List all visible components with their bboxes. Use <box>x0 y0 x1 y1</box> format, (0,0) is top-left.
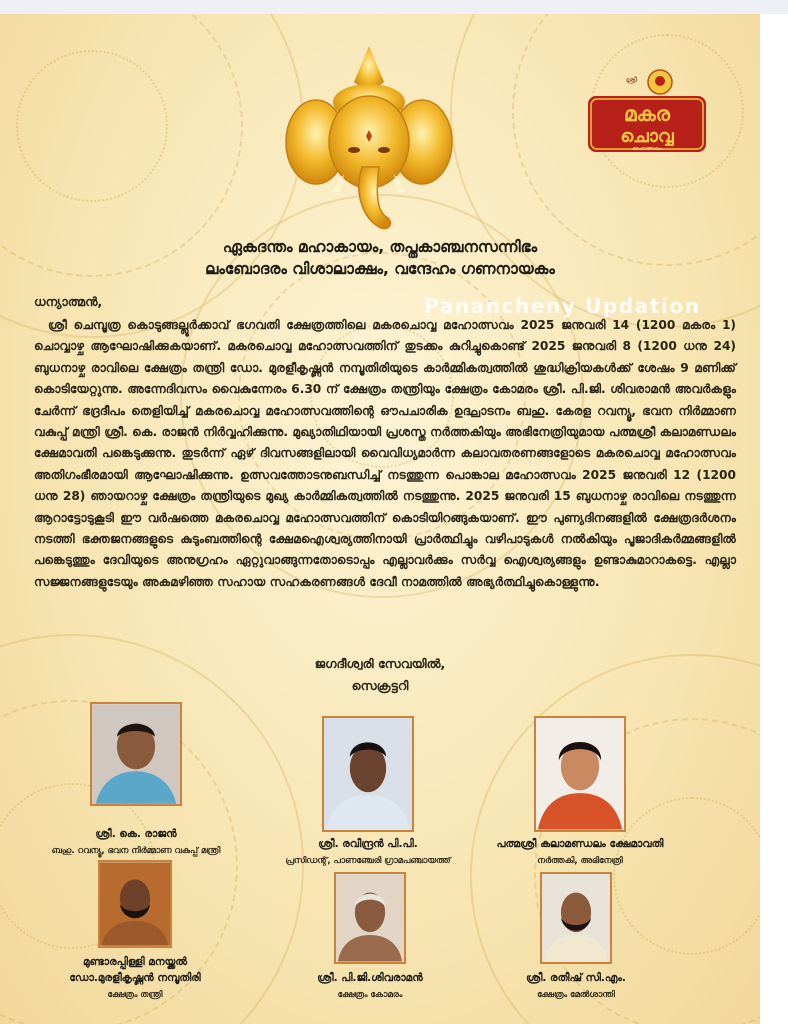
dignitary-name: ശ്രീ. കെ. രാജൻ <box>95 828 177 840</box>
signoff-secretary: സെക്രട്ടറി <box>351 678 409 693</box>
ganesha-illustration <box>284 42 454 242</box>
dignitary-role: ക്ഷേത്രം കോമരം <box>337 990 403 1000</box>
photo-ratheesh <box>540 872 612 964</box>
dignitary-role: ക്ഷേത്രം മേൽശാന്തി <box>537 990 615 1000</box>
logo-line1: മകര <box>624 102 670 126</box>
portrait-icon <box>536 718 624 830</box>
shloka-line-2: ലംബോദരം വിശാലാക്ഷം, വന്ദേഹം ഗണനായകം <box>205 260 555 278</box>
right-margin <box>760 14 788 1024</box>
dignitary-role: ബഹു. റവന്യൂ, ഭവന നിർമ്മാണ വകുപ്പ് മന്ത്രി <box>51 846 221 856</box>
dignitary-role: പ്രസിഡന്റ്, പാണഞ്ചേരി ഗ്രാമപഞ്ചായത്ത് <box>285 856 451 866</box>
logo-small-bottom: മഹോത്സവം <box>632 146 662 152</box>
dignitary-name: ശ്രീ. പി.ജി.ശിവരാമൻ <box>317 972 423 984</box>
dignitary-name: പത്മശ്രീ കലാമണ്ഡലം ക്ഷേമാവതി <box>496 838 664 850</box>
makarachowva-logo <box>582 66 712 156</box>
shloka-line-1: ഏകദന്തം മഹാകായം, തപ്തകാഞ്ചനസന്നിഭം <box>222 238 538 256</box>
photo-murali-krishnan <box>98 860 172 948</box>
logo-small-top: ശ്രീ <box>626 76 637 84</box>
portrait-icon <box>542 874 610 962</box>
top-strip <box>0 0 788 14</box>
invitation-body: ശ്രീ ചെമ്പൂത്ര കൊടുങ്ങല്ലൂർക്കാവ് ഭഗവതി ക്ഷേത്രത്തിലെ മകരചൊവ്വ മഹോത്സവം 2025 ജനുവരി 14 (1200 മകരം 1) ചൊവ്വാഴ്ച ആഘോഷിക്കുകയാണ്. മകരചൊവ്വ മഹോത്സവത്തിന് തുടക്കം കുറിച്ചുകൊണ്ട് 2025 ജനുവരി 8 (1200 ധനു 24) ബുധനാഴ്ച രാവിലെ ക്ഷേത്രം തന്ത്രി ഡോ. മുരളീകൃഷ്ണൻ നമ്പൂതിരിയുടെ കാർമ്മികത്വത്തിൽ ശുദ്ധിക്രിയകൾക്ക് ശേഷം 9 മണിക്ക് കൊടിയേറ്റുന്നു. അന്നേദിവസം വൈകുന്നേരം 6.30 ന് ക്ഷേത്രം തന്ത്രിയും ക്ഷേത്രം കോമരം ശ്രീ. പി.ജി. ശിവരാമൻ അവർകളും ചേർന്ന് ഭദ്രദീപം തെളിയിച്ച് മകരചൊവ്വ മഹോത്സവത്തിന്റെ ഔപചാരിക ഉദ്ഘാടനം ബഹു. കേരള റവന്യൂ, ഭവന നിർമ്മാണ വകുപ്പ് മന്ത്രി ശ്രീ. കെ. രാജൻ നിർവ്വഹിക്കുന്നു. മുഖ്യാതിഥിയായി പ്രശസ്ത നർത്തകിയും അഭിനേത്രിയുമായ പത്മശ്രീ കലാമണ്ഡലം ക്ഷേമാവതി പങ്കെടുക്കുന്നു. തുടർന്ന് ഏഴ് ദിവസങ്ങളിലായി വൈവിധ്യമാർന്ന കലാവതരണങ്ങളോടെ മകരചൊവ്വ മഹോത്സവം അതിഗംഭീരമായി ആഘോഷിക്കുന്നു. ഉത്സവത്തോടനുബന്ധിച്ച് നടത്തുന്ന പൊങ്കാല മഹോത്സവം 2025 ജനുവരി 12 (1200 ധനു 28) ഞായറാഴ്ച ക്ഷേത്രം തന്ത്രിയുടെ മുഖ്യ കാർമ്മികത്വത്തിൽ നടത്തുന്നു. 2025 ജനുവരി 15 ബുധനാഴ്ച രാവിലെ നടത്തുന്ന ആറാട്ടോടുകൂടി ഈ വർഷത്തെ മകരചൊവ്വ മഹോത്സവത്തിന് കൊടിയിറങ്ങുകയാണ്. ഈ പുണ്യദിനങ്ങളിൽ ക്ഷേത്രദർശനം നടത്തി ഭക്തജനങ്ങളുടെ കുടുംബത്തിന്റെ ക്ഷേമഐശ്വര്യത്തിനായി പ്രാർത്ഥിച്ചും വഴിപാടുകൾ നൽകിയും പൂജാദികർമ്മങ്ങളിൽ പങ്കെടുത്തും ദേവിയുടെ അനുഗ്രഹം ഏറ്റുവാങ്ങുന്നതോടൊപ്പം എല്ലാവർക്കും സർവ്വ ഐശ്വര്യങ്ങളും ഉണ്ടാകുമാറാകട്ടെ. എല്ലാ സജ്ജനങ്ങളുടേയും അകമഴിഞ്ഞ സഹായ സഹകരണങ്ങൾ ദേവീ നാമത്തിൽ അഭ്യർത്ഥിച്ചുകൊള്ളുന്നു. <box>34 318 736 589</box>
dignitary-name: ശ്രീ. രവീന്ദ്രൻ പി.പി. <box>318 838 418 850</box>
dignitary-name: മുണ്ടാരപ്പിള്ളി മനയ്ക്കൽ <box>82 956 188 968</box>
dignitary-name-line-2: ഡോ.മുരളീകൃഷ്ണൻ നമ്പൂതിരി <box>69 972 201 984</box>
dignitary-role: ക്ഷേത്രം തന്ത്രി <box>107 990 163 1000</box>
photo-k-rajan <box>90 702 182 806</box>
portrait-icon <box>336 874 404 962</box>
dignitary-name: ശ്രീ. രതീഷ് സി.എം. <box>526 972 626 984</box>
logo-line2: ചൊവ്വ <box>620 126 674 147</box>
portrait-icon <box>100 862 170 946</box>
watermark: Panancheny Updation <box>424 294 701 318</box>
photo-kshemavathy <box>534 716 626 832</box>
photo-raveendran <box>322 716 414 832</box>
greeting: ധന്യാത്മൻ, <box>34 294 103 309</box>
signoff-line-1: ജഗദീശ്വരി സേവയിൽ, <box>314 656 446 671</box>
dignitary-role: നർത്തകി, അഭിനേത്രി <box>537 856 623 866</box>
portrait-icon <box>324 718 412 830</box>
poster <box>0 14 760 1024</box>
photo-sivaraman <box>334 872 406 964</box>
portrait-icon <box>92 704 180 804</box>
